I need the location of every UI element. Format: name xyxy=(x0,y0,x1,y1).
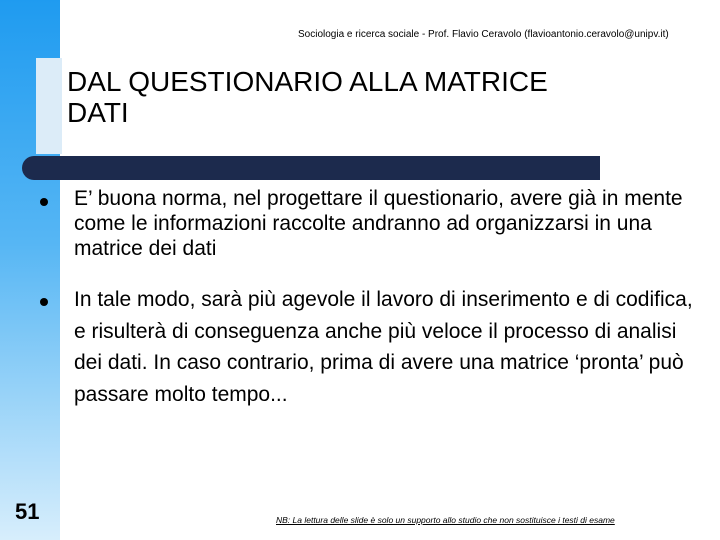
slide-title-line-2: DATI xyxy=(67,97,129,128)
footer-note: NB: La lettura delle slide è solo un supporto allo studio che non sostituisce i testi di esame xyxy=(276,515,615,525)
bullet-text: In tale modo, sarà più agevole il lavoro di inserimento e di codifica, e risulterà di conseguenza anche più veloce il processo di analisi dei dati. In caso contrario, prima di avere una matrice ‘pronta’ può passare molto tempo... xyxy=(74,288,693,406)
slide-title xyxy=(67,66,627,128)
bullet-text: E’ buona norma, nel progettare il questionario, avere già in mente come le informazioni raccolte andranno ad organizzarsi in una matrice dei dati xyxy=(74,187,683,260)
header-note: Sociologia e ricerca sociale - Prof. Flavio Ceravolo (flavioantonio.ceravolo@unipv.it) xyxy=(298,29,669,40)
bullet-dot-icon xyxy=(40,198,48,206)
slide-title-line-1: DAL QUESTIONARIO ALLA MATRICE xyxy=(67,66,548,97)
title-accent-block xyxy=(36,58,62,154)
page-number: 51 xyxy=(15,499,40,524)
title-underline-bar xyxy=(22,156,600,180)
bullet-dot-icon xyxy=(40,298,48,306)
